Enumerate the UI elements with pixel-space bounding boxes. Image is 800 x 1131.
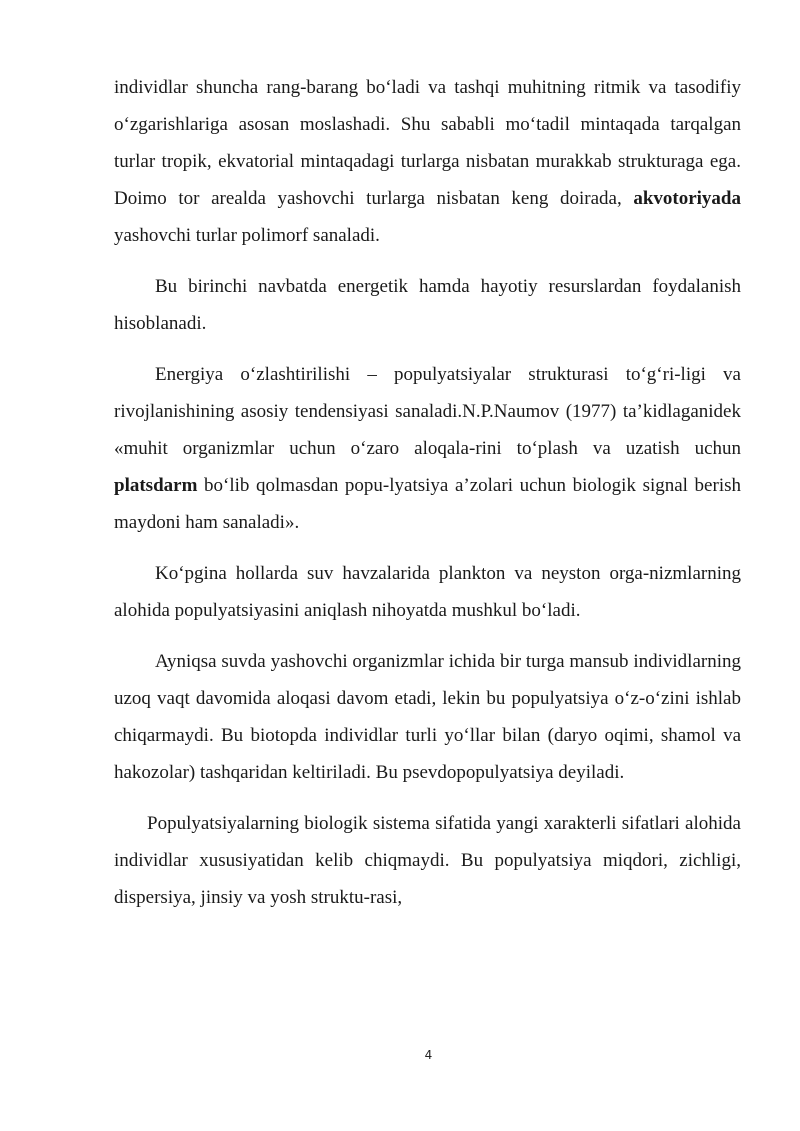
term-akvotoriyada: akvotoriyada (633, 188, 741, 209)
body-text (114, 69, 741, 916)
paragraph-1-text-a: individlar shuncha rang-barang bo‘ladi va tashqi muhitning ritmik va tasodifiy o‘zgarishlariga asosan moslashadi. Shu sababli mo‘tadil mintaqada tarqalgan turlar tropik, ekvatorial mintaqadagi turlarga nisbatan murakkab strukturaga ega. Doimo tor arealda yashovchi turlarga nisbatan keng doirada, (114, 77, 741, 209)
term-platsdarm: platsdarm (114, 475, 198, 496)
paragraph-3-text-c: bo‘lib qolmasdan popu-lyatsiya a’zolari uchun biologik signal berish maydoni ham sanaladi». (114, 475, 741, 533)
paragraph-6: Populyatsiyalarning biologik sistema sifatida yangi xarakterli sifatlari alohida individlar xususiyatidan kelib chiqmaydi. Bu populyatsiya miqdori, zichligi, dispersiya, jinsiy va yosh struktu-rasi, (114, 813, 741, 908)
paragraph-3 (114, 356, 741, 541)
page-number: 4 (424, 1048, 433, 1062)
paragraph-2: Bu birinchi navbatda energetik hamda hayotiy resurslardan foydalanish hisoblanadi. (114, 276, 741, 334)
paragraph-1-text-c: yashovchi turlar polimorf sanaladi. (114, 225, 380, 246)
paragraph-4: Ko‘pgina hollarda suv havzalarida plankton va neyston orga-nizmlarning alohida populyatsiyasini aniqlash nihoyatda mushkul bo‘ladi. (114, 563, 741, 621)
paragraph-3-text-a: Energiya o‘zlashtirilishi – populyatsiyalar strukturasi to‘g‘ri-ligi va rivojlanishining asosiy tendensiyasi sanaladi.N.P.Naumov (1977) ta’kidlaganidek «muhit organizmlar uchun o‘zaro aloqala-rini to‘plash va uzatish uchun (114, 364, 741, 459)
paragraph-5: Ayniqsa suvda yashovchi organizmlar ichida bir turga mansub individlarning uzoq vaqt davomida aloqasi davom etadi, lekin bu populyatsiya o‘z-o‘zini ishlab chiqarmaydi. Bu biotopda individlar turli yo‘llar bilan (daryo oqimi, shamol va hakozolar) tashqaridan keltiriladi. Bu psevdopopulyatsiya deyiladi. (114, 651, 741, 783)
paragraph-1 (114, 69, 741, 254)
